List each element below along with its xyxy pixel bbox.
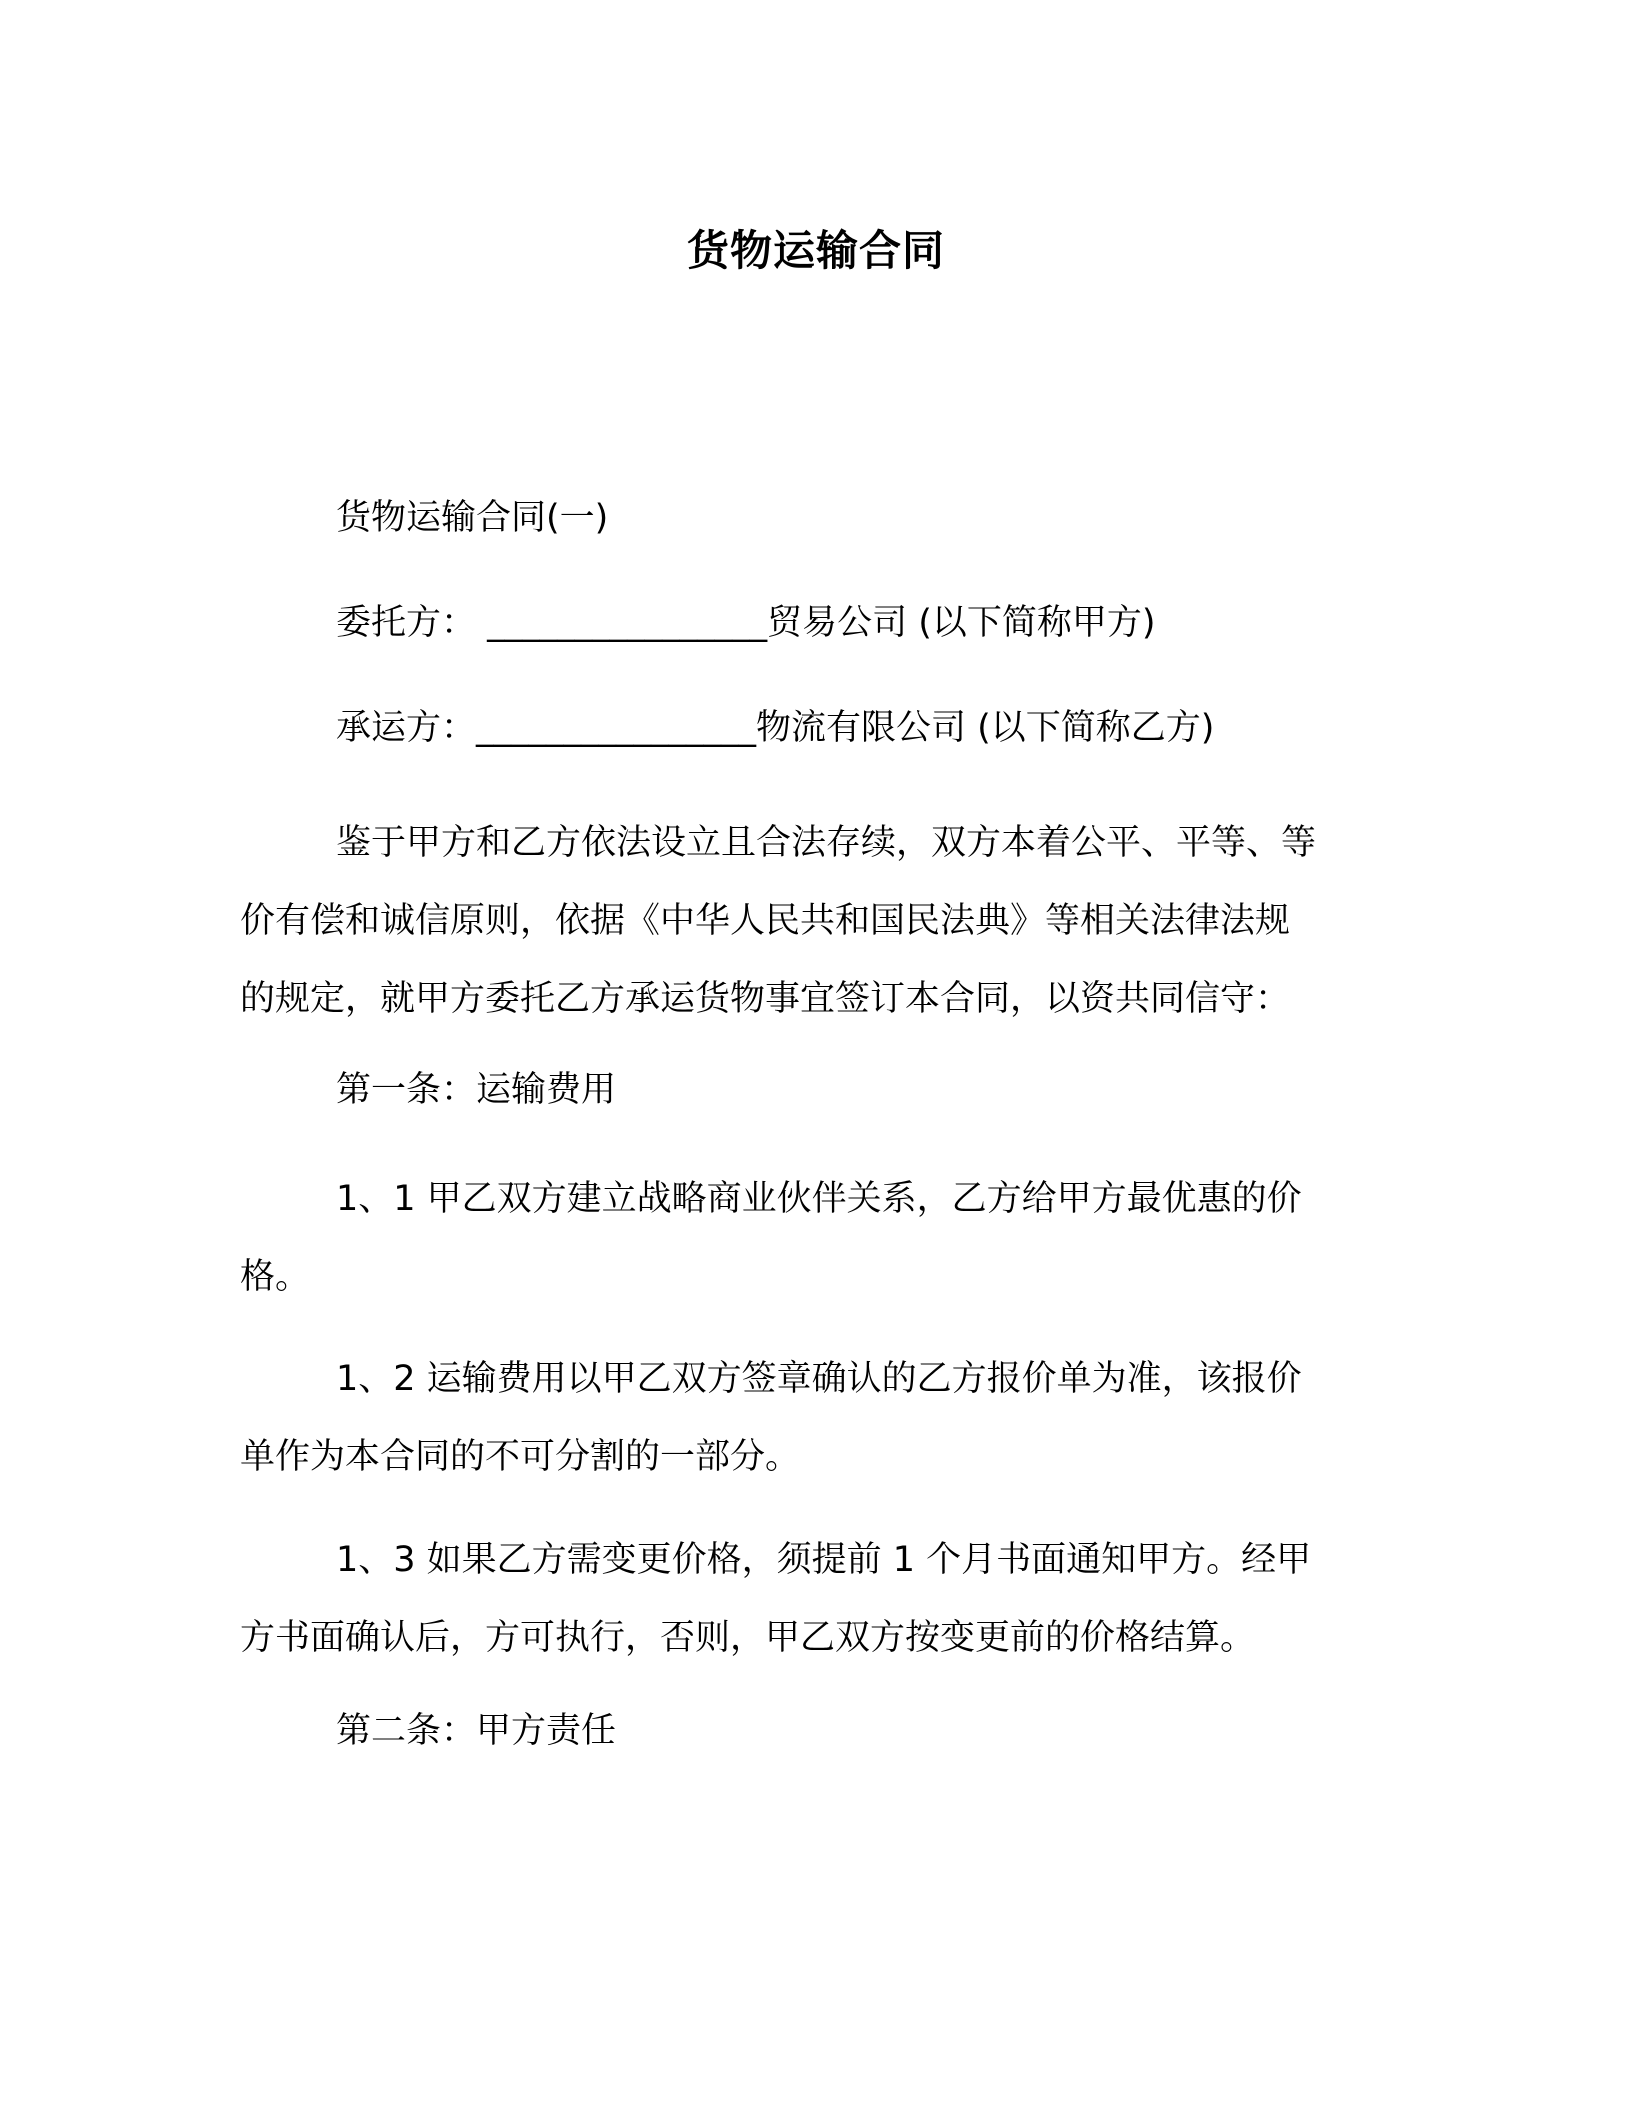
client-party-text: 委托方： ________________贸易公司 (以下简称甲方): [336, 603, 1156, 643]
preamble-line: 的规定，就甲方委托乙方承运货物事宜签订本合同，以资共同信守：: [240, 979, 1291, 1019]
client-party-line: [240, 597, 1400, 649]
preamble-paragraph: [240, 804, 1400, 1038]
preamble-line: 鉴于甲方和乙方依法设立且合法存续，双方本着公平、平等、等: [336, 823, 1317, 863]
clause-line: 格。: [240, 1257, 311, 1297]
clause-line: 1、1 甲乙双方建立战略商业伙伴关系，乙方给甲方最优惠的价: [336, 1179, 1302, 1219]
carrier-party-line: [240, 702, 1400, 754]
article-1-heading: [240, 1064, 1400, 1116]
clause-1-2: [240, 1340, 1400, 1496]
clause-1-3: [240, 1521, 1400, 1677]
contract-subtitle: [240, 492, 1400, 544]
clause-line: 单作为本合同的不可分割的一部分。: [240, 1437, 801, 1477]
subtitle-text: 货物运输合同(一): [336, 498, 609, 538]
article-2-heading: [240, 1705, 1400, 1757]
clause-1-1: [240, 1160, 1400, 1316]
clause-line: 方书面确认后，方可执行，否则，甲乙双方按变更前的价格结算。: [240, 1618, 1256, 1658]
article-2-heading-text: 第二条：甲方责任: [336, 1711, 617, 1751]
document-title: 货物运输合同: [686, 226, 945, 275]
article-1-heading-text: 第一条：运输费用: [336, 1070, 617, 1110]
clause-line: 1、3 如果乙方需变更价格，须提前 1 个月书面通知甲方。经甲: [336, 1540, 1312, 1580]
clause-line: 1、2 运输费用以甲乙双方签章确认的乙方报价单为准，该报价: [336, 1359, 1302, 1399]
carrier-party-text: 承运方：________________物流有限公司 (以下简称乙方): [336, 708, 1215, 748]
preamble-line: 价有偿和诚信原则，依据《中华人民共和国民法典》等相关法律法规: [240, 901, 1291, 941]
